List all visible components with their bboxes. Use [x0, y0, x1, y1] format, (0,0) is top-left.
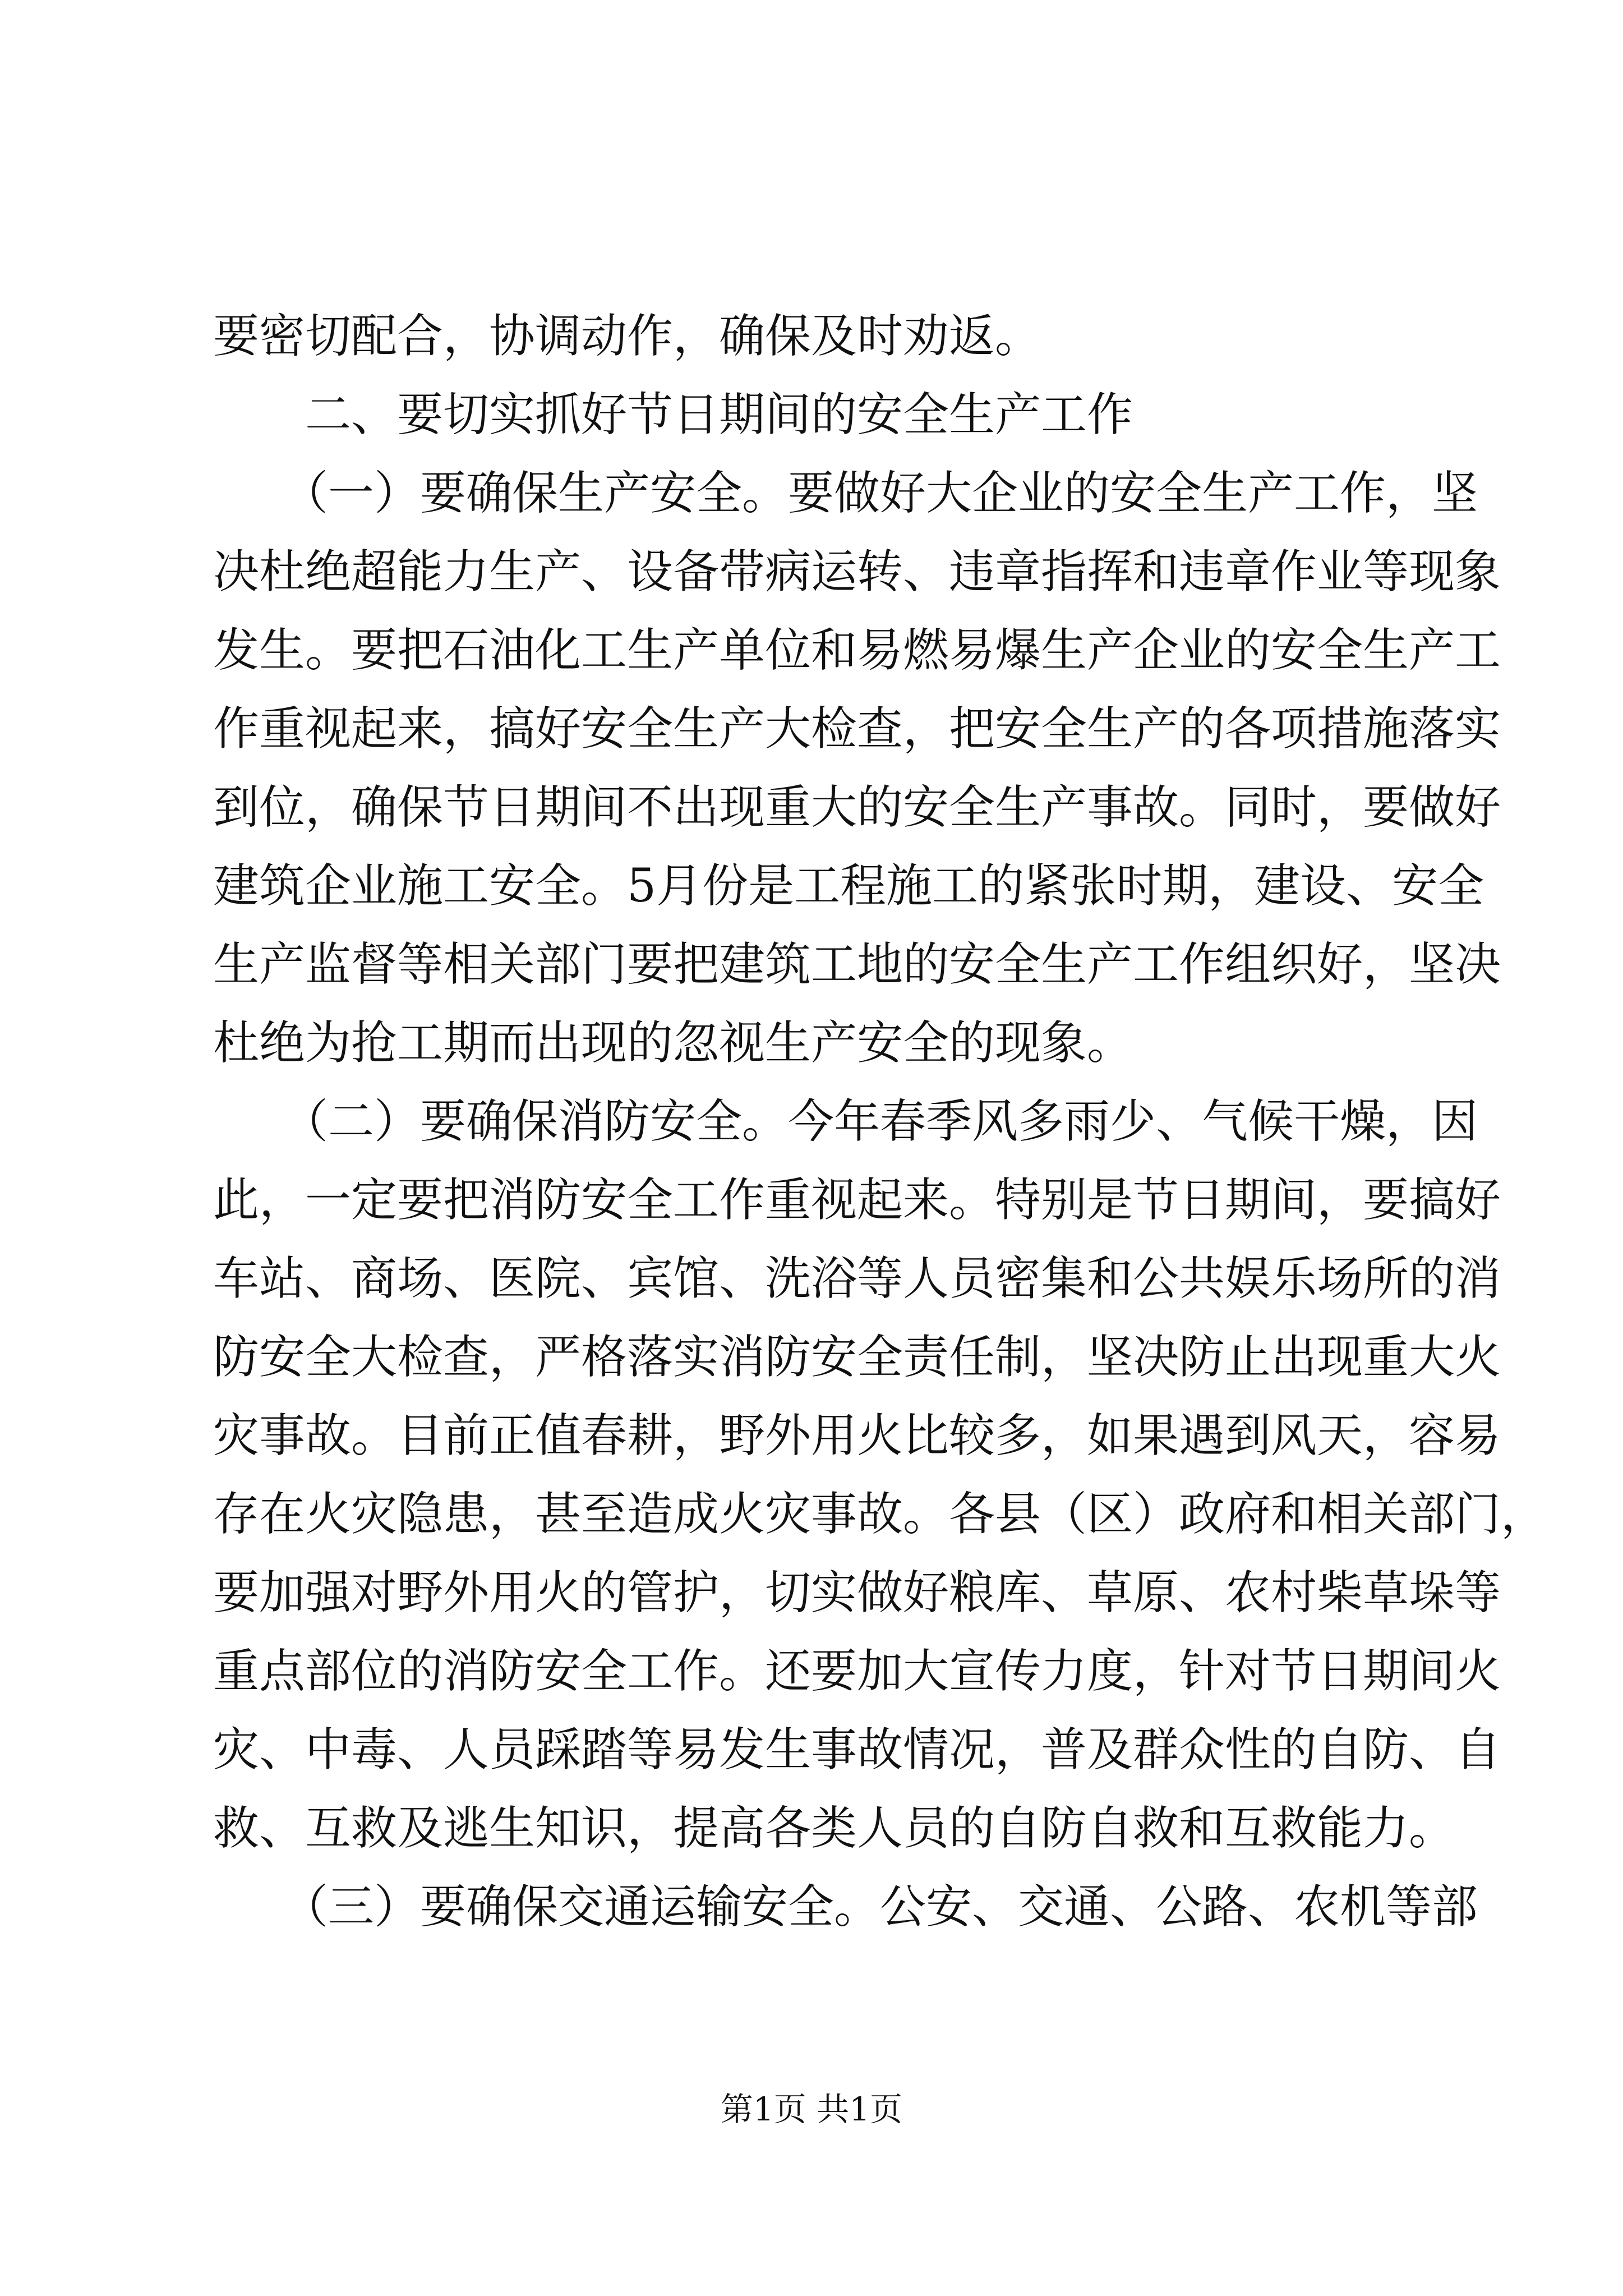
page-footer: 第1页 共1页: [720, 2090, 903, 2128]
section-heading: 二、要切实抓好节日期间的安全生产工作: [213, 388, 1133, 441]
text-line: （二）要确保消防安全。今年春季风多雨少、气候干燥，因: [213, 1095, 1478, 1148]
text-line: 杜绝为抢工期而出现的忽视生产安全的现象。: [213, 1016, 1133, 1070]
text-line: 要加强对野外用火的管护，切实做好粮库、草原、农村柴草垛等: [213, 1566, 1501, 1619]
text-line: 灾事故。目前正值春耕，野外用火比较多，如果遇到风天，容易: [213, 1409, 1501, 1462]
text-line: 发生。要把石油化工生产单位和易燃易爆生产企业的安全生产工: [213, 624, 1501, 677]
text-line: 此，一定要把消防安全工作重视起来。特别是节日期间，要搞好: [213, 1174, 1501, 1227]
text-line: 防安全大检查，严格落实消防安全责任制，坚决防止出现重大火: [213, 1331, 1501, 1384]
text-line: 重点部位的消防安全工作。还要加大宣传力度，针对节日期间火: [213, 1645, 1501, 1698]
text-line: 到位，确保节日期间不出现重大的安全生产事故。同时，要做好: [213, 781, 1501, 834]
text-line: 车站、商场、医院、宾馆、洗浴等人员密集和公共娱乐场所的消: [213, 1252, 1501, 1305]
text-line: （三）要确保交通运输安全。公安、交通、公路、农机等部: [213, 1880, 1478, 1934]
text-line: （一）要确保生产安全。要做好大企业的安全生产工作，坚: [213, 467, 1478, 520]
text-line: 存在火灾隐患，甚至造成火灾事故。各县（区）政府和相关部门，: [213, 1488, 1547, 1541]
text-line: 作重视起来，搞好安全生产大检查，把安全生产的各项措施落实: [213, 702, 1501, 756]
text-line: 要密切配合，协调动作，确保及时劝返。: [213, 310, 1041, 363]
text-line: 决杜绝超能力生产、设备带病运转、违章指挥和违章作业等现象: [213, 545, 1501, 599]
text-line: 救、互救及逃生知识，提高各类人员的自防自救和互救能力。: [213, 1802, 1455, 1855]
text-line: 生产监督等相关部门要把建筑工地的安全生产工作组织好，坚决: [213, 938, 1501, 991]
text-line: 灾、中毒、人员踩踏等易发生事故情况，普及群众性的自防、自: [213, 1723, 1501, 1777]
text-line: 建筑企业施工安全。5月份是工程施工的紧张时期，建设、安全: [213, 859, 1484, 913]
